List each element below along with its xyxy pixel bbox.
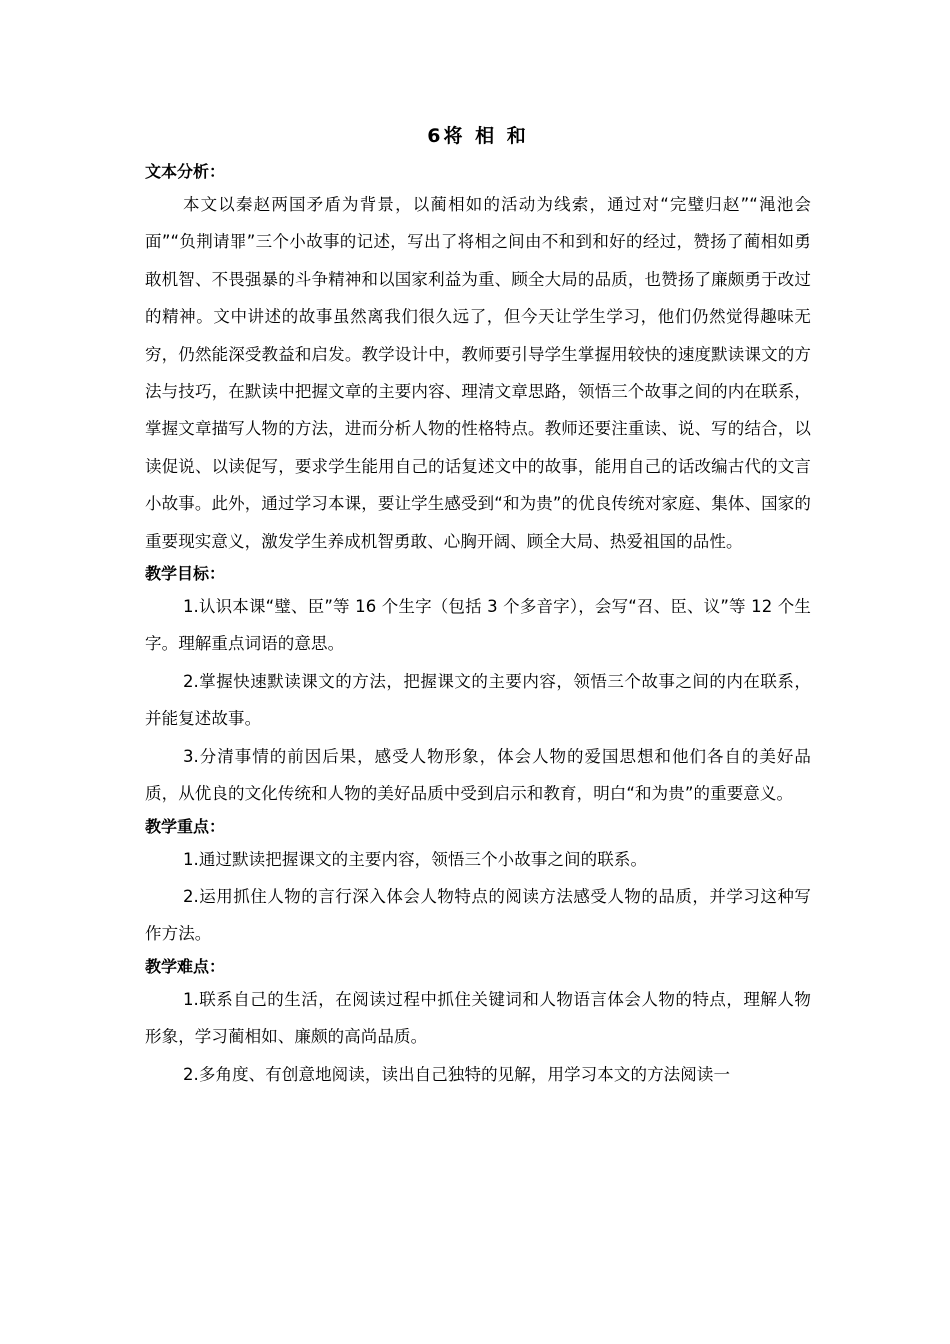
paragraph-difficulty-2: 2.多角度、有创意地阅读，读出自己独特的见解，用学习本文的方法阅读一 — [182, 1064, 731, 1084]
section-heading-teaching-goals: 教学目标： — [145, 564, 226, 584]
paragraph-goal-2: 2.掌握快速默读课文的方法，把握课文的主要内容，领悟三个故事之间的内在联系，并能复述故事。 — [145, 671, 811, 729]
paragraph-text-analysis: 本文以秦赵两国矛盾为背景，以蔺相如的活动为线索，通过对“完璧归赵”“渑池会面”“负荆请罪”三个小故事的记述，写出了将相之间由不和到和好的经过，赞扬了蔺相如勇敢机智、不畏强暴的斗争精神和以国家利益为重、顾全大局的品质，也赞扬了廉颇勇于改过的精神。文中讲述的故事虽然离我们很久远了，但今天让学生学习，他们仍然觉得趣味无穷，仍然能深受教益和启发。教学设计中，教师要引导学生掌握用较快的速度默读课文的方法与技巧，在默读中把握文章的主要内容、理清文章思路，领悟三个故事之间的内在联系，掌握文章描写人物的方法，进而分析人物的性格特点。教师还要注重读、说、写的结合，以读促说、以读促写，要求学生能用自己的话复述文中的故事，能用自己的话改编古代的文言小故事。此外，通过学习本课，要让学生感受到“和为贵”的优良传统对家庭、集体、国家的重要现实意义，激发学生养成机智勇敢、心胸开阔、顾全大局、热爱祖国的品性。 — [145, 195, 811, 551]
paragraph-key-point-1: 1.通过默读把握课文的主要内容，领悟三个小故事之间的联系。 — [182, 849, 648, 869]
section-heading-text-analysis: 文本分析： — [145, 162, 226, 181]
paragraph-goal-1: 1.认识本课“璧、臣”等 16 个生字（包括 3 个多音字），会写“召、臣、议”等 12 个生字。理解重点词语的意思。 — [145, 597, 811, 654]
document-body — [145, 118, 811, 1093]
paragraph-difficulty-1: 1.联系自己的生活，在阅读过程中抓住关键词和人物语言体会人物的特点，理解人物形象，学习蔺相如、廉颇的高尚品质。 — [145, 989, 811, 1047]
paragraph-goal-3: 3.分清事情的前因后果，感受人物形象，体会人物的爱国思想和他们各自的美好品质，从优良的文化传统和人物的美好品质中受到启示和教育，明白“和为贵”的重要意义。 — [145, 746, 811, 804]
section-heading-key-points: 教学重点： — [145, 816, 226, 836]
section-heading-difficulties: 教学难点： — [145, 956, 226, 976]
document-title: 6将 相 和 — [427, 125, 529, 147]
paragraph-key-point-2: 2.运用抓住人物的言行深入体会人物特点的阅读方法感受人物的品质，并学习这种写作方法。 — [145, 886, 811, 944]
